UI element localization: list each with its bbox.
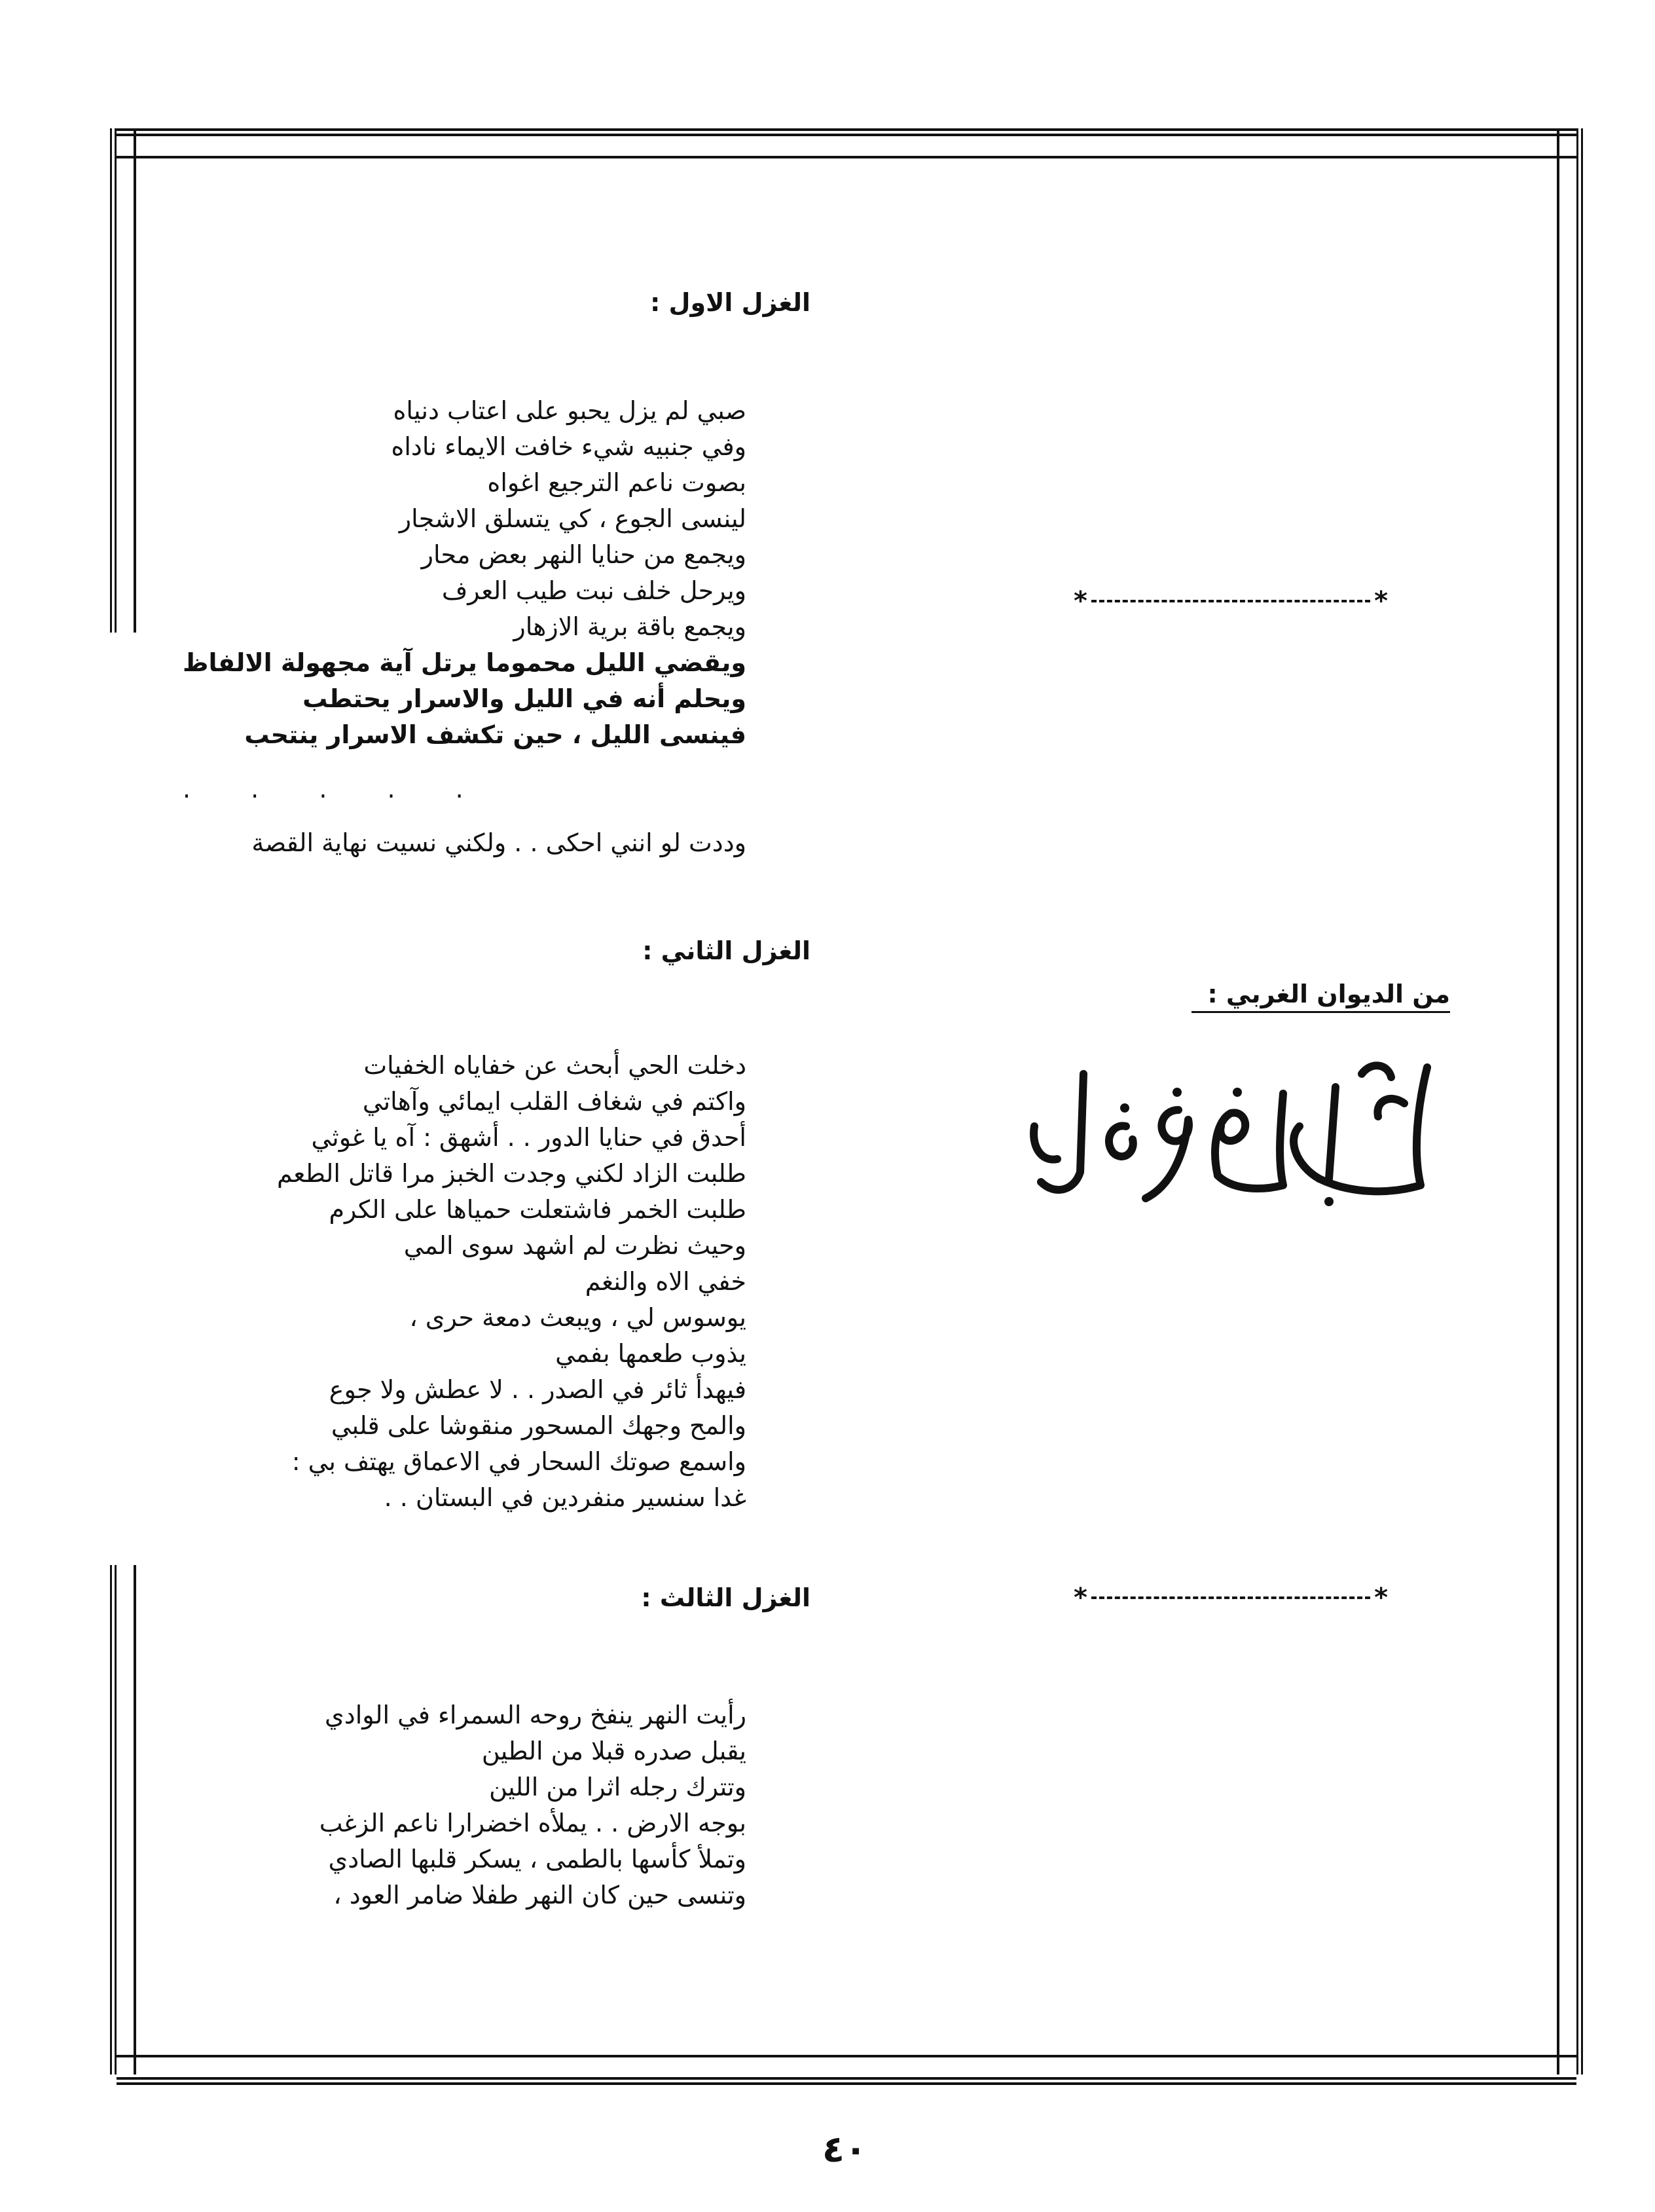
poem-line: خفي الاه والنغم [585,1267,746,1296]
poem-line: ويقضي الليل محموما يرتل آية مجهولة الالفاظ [183,648,746,677]
calligraphy-title [1021,1048,1453,1218]
ellipsis-separator: . . . . . [183,774,490,803]
poem-line: يقبل صدره قبلا من الطين [481,1737,746,1765]
calligraphy-kitab-al-ghazal [1021,1048,1453,1218]
poem-line: طلبت الخمر فاشتعلت حمياها على الكرم [329,1195,746,1224]
poem-line: ويحلم أنه في الليل والاسرار يحتطب [302,684,746,713]
poem-line: ويجمع باقة برية الازهار [513,612,746,641]
poem-line: صبي لم يزل يحبو على اعتاب دنياه [393,396,746,425]
divider-rule [1091,600,1370,602]
poem-line: ويجمع من حنايا النهر بعض محار [421,540,746,569]
star-divider-lower [1074,1585,1388,1611]
poem-line: وحيث نظرت لم اشهد سوى المي [403,1231,746,1260]
poem-line: بصوت ناعم الترجيع اغواه [487,468,746,497]
divider-star-right: * [1374,586,1388,616]
poem-line: واسمع صوتك السحار في الاعماق يهتف بي : [291,1447,746,1476]
divider-star-left: * [1074,1583,1087,1613]
poem-line: فيهدأ ثائر في الصدر . . لا عطش ولا جوع [329,1375,746,1404]
poem-third [319,1697,746,1913]
section-heading-third: الغزل الثالث : [641,1583,810,1612]
page-number: ٤٠ [822,2128,867,2171]
poem-line: بوجه الارض . . يملأه اخضرارا ناعم الزغب [319,1809,746,1837]
poem-line: واكتم في شغاف القلب ايمائي وآهاتي [362,1087,746,1116]
star-divider-upper [1074,588,1388,614]
poem-line: يذوب طعمها بفمي [555,1339,746,1368]
poem-line: ويرحل خلف نبت طيب العرف [441,576,746,605]
poem-line: لينسى الجوع ، كي يتسلق الاشجار [399,504,746,533]
poem-line: وددت لو انني احكى . . ولكني نسيت نهاية القصة [251,828,746,857]
ornamental-border-left-lower [110,1565,136,2074]
poem-first [183,393,746,861]
poem-line: طلبت الزاد لكني وجدت الخبز مرا قاتل الطعم [276,1159,746,1188]
divider-star-left: * [1074,586,1087,616]
ornamental-border-left-upper [110,128,136,633]
poem-second [277,1048,746,1516]
poem-line: والمح وجهك المسحور منقوشا على قلبي [331,1411,746,1440]
poem-line: فينسى الليل ، حين تكشف الاسرار ينتحب [244,720,746,749]
ornamental-border-bottom [117,2055,1576,2085]
poem-line: وتنسى حين كان النهر طفلا ضامر العود ، [333,1881,746,1909]
poem-line: وتترك رجله اثرا من اللين [489,1773,746,1801]
poem-line: دخلت الحي أبحث عن خفاياه الخفيات [363,1051,746,1080]
poem-line: وفي جنبيه شيء خافت الايماء ناداه [391,432,746,461]
section-heading-first: الغزل الاول : [650,288,810,317]
side-title: من الديوان الغربي : [1191,980,1450,1013]
ornamental-border-top [117,128,1576,158]
divider-star-right: * [1374,1583,1388,1613]
divider-rule [1091,1596,1370,1599]
ornamental-border-right [1557,128,1583,2074]
poem-line: رأيت النهر ينفخ روحه السمراء في الوادي [325,1701,746,1729]
poem-line: وتملأ كأسها بالطمى ، يسكر قلبها الصادي [328,1845,746,1873]
poem-line: يوسوس لي ، ويبعث دمعة حرى ، [409,1303,746,1332]
poem-line: أحدق في حنايا الدور . . أشهق : آه يا غوثي [311,1123,746,1152]
poem-line: غدا سنسير منفردين في البستان . . [384,1483,746,1512]
section-heading-second: الغزل الثاني : [642,936,810,965]
